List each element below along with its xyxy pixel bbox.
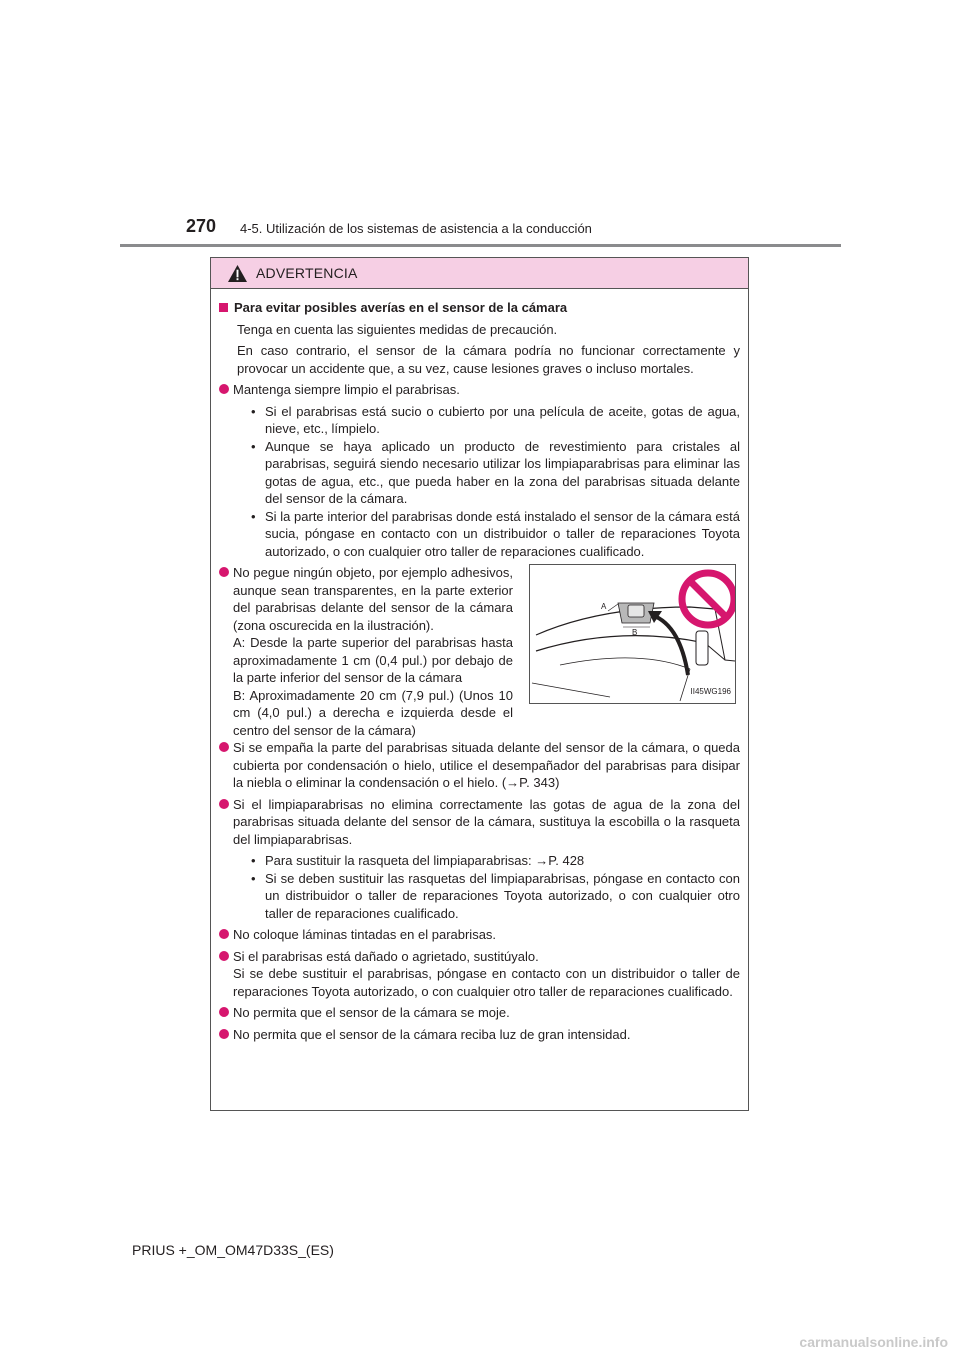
sub-list <box>219 403 740 561</box>
intro-paragraph-2: En caso contrario, el sensor de la cámara podría no funcionar correctamente y provocar un accidente que, a su vez, cause lesiones graves o incluso mortales. <box>237 343 740 376</box>
figure-row <box>219 564 740 739</box>
intro-paragraph-1: Tenga en cuenta las siguientes medidas de precaución. <box>237 321 558 337</box>
bullet-item <box>219 796 740 849</box>
bullet-text: Si se empaña la parte del parabrisas situada delante del sensor de la cámara, o queda cubierta por condensación o hielo, utilice el desempañador del parabrisas para disipar la niebla o eliminar la condensación o el hielo. (→P. 343) <box>233 740 740 790</box>
circle-bullet-icon <box>219 384 229 394</box>
bullet-item <box>219 948 740 966</box>
bullet-item <box>219 564 513 634</box>
bullet-item <box>219 381 740 399</box>
bullet-text: No permita que el sensor de la cámara reciba luz de gran intensidad. <box>233 1026 631 1042</box>
circle-bullet-icon <box>219 1007 229 1017</box>
sub-list-item: • Si el parabrisas está sucio o cubierto por una película de aceite, gotas de agua, nieve, etc., límpielo. <box>251 403 740 438</box>
bullet-item <box>219 739 740 792</box>
bullet-item <box>219 926 740 944</box>
sub-list-item: • Si se deben sustituir las rasquetas del limpiaparabrisas, póngase en contacto con un distribuidor o taller de reparaciones Toyota autorizado, o con cualquier otro taller de reparaciones cualificado. <box>251 870 740 923</box>
circle-bullet-icon <box>219 929 229 939</box>
section-title: 4-5. Utilización de los sistemas de asistencia a la conducción <box>240 221 592 236</box>
figure-text <box>219 564 513 739</box>
circle-bullet-icon <box>219 742 229 752</box>
circle-bullet-icon <box>219 1029 229 1039</box>
windshield-illustration <box>529 564 736 704</box>
warning-heading-text: Para evitar posibles averías en el sensor de la cámara <box>234 300 568 315</box>
figure-code: II45WG196 <box>690 686 731 696</box>
warning-body <box>211 289 748 1043</box>
area-a-description: A: Desde la parte superior del parabrisas hasta aproximadamente 1 cm (0,4 pul.) por debajo de la parte inferior del sensor de la cámara <box>233 635 513 685</box>
page-number: 270 <box>186 216 217 236</box>
footer-document-code: PRIUS +_OM_OM47D33S_(ES) <box>132 1242 334 1258</box>
bullet-text: Si el parabrisas está dañado o agrietado, sustitúyalo. <box>233 948 539 964</box>
bullet-text: No pegue ningún objeto, por ejemplo adhesivos, aunque sean transparentes, en la parte exterior del parabrisas delante del sensor de la cámara (zona oscurecida en la ilustración). <box>233 565 513 633</box>
bullet-continuation: Si se debe sustituir el parabrisas, póngase en contacto con un distribuidor o taller de reparaciones Toyota autorizado, o con cualquier otro taller de reparaciones cualificado. <box>233 966 740 999</box>
bullet-text: No coloque láminas tintadas en el parabrisas. <box>233 927 497 942</box>
sub-list-item: • Para sustituir la rasqueta del limpiaparabrisas: →P. 428 <box>251 852 740 870</box>
figure-label-a: A <box>601 602 607 611</box>
warning-triangle-icon <box>227 264 248 283</box>
bullet-text: No permita que el sensor de la cámara se moje. <box>233 1005 510 1020</box>
sub-list-item: • Aunque se haya aplicado un producto de revestimiento para cristales al parabrisas, seguirá siendo necesario utilizar los limpiaparabrisas para eliminar las gotas de agua, etc., que pueda haber en la zona del parabrisas situada delante del sensor de la cámara. <box>251 438 740 508</box>
bullet-item <box>219 1004 740 1022</box>
warning-header <box>211 258 748 289</box>
figure-label-b: B <box>632 628 638 637</box>
site-watermark: carmanualsonline.info <box>799 1334 948 1350</box>
warning-box <box>210 257 749 1111</box>
bullet-text: Mantenga siempre limpio el parabrisas. <box>233 382 460 397</box>
area-b-description: B: Aproximadamente 20 cm (7,9 pul.) (Unos 10 cm (4,0 pul.) a derecha e izquierda desde el centro del sensor de la cámara) <box>233 687 513 738</box>
square-bullet-icon <box>219 303 228 312</box>
sub-list-item: • Si la parte interior del parabrisas donde está instalado el sensor de la cámara está sucia, póngase en contacto con un distribuidor o taller de reparaciones Toyota autorizado, o con cualquier otro taller de reparaciones cualificado. <box>251 508 740 561</box>
bullet-item <box>219 1026 740 1044</box>
warning-heading <box>219 299 740 317</box>
circle-bullet-icon <box>219 567 229 577</box>
bullet-text: Si el limpiaparabrisas no elimina correctamente las gotas de agua de la zona del parabrisas situada delante del sensor de la cámara, sustituya la escobilla o la rasqueta del limpiaparabrisas. <box>233 796 740 847</box>
circle-bullet-icon <box>219 799 229 809</box>
warning-title: ADVERTENCIA <box>256 265 358 281</box>
circle-bullet-icon <box>219 951 229 961</box>
sub-list <box>219 852 740 922</box>
header-rule <box>120 244 841 247</box>
